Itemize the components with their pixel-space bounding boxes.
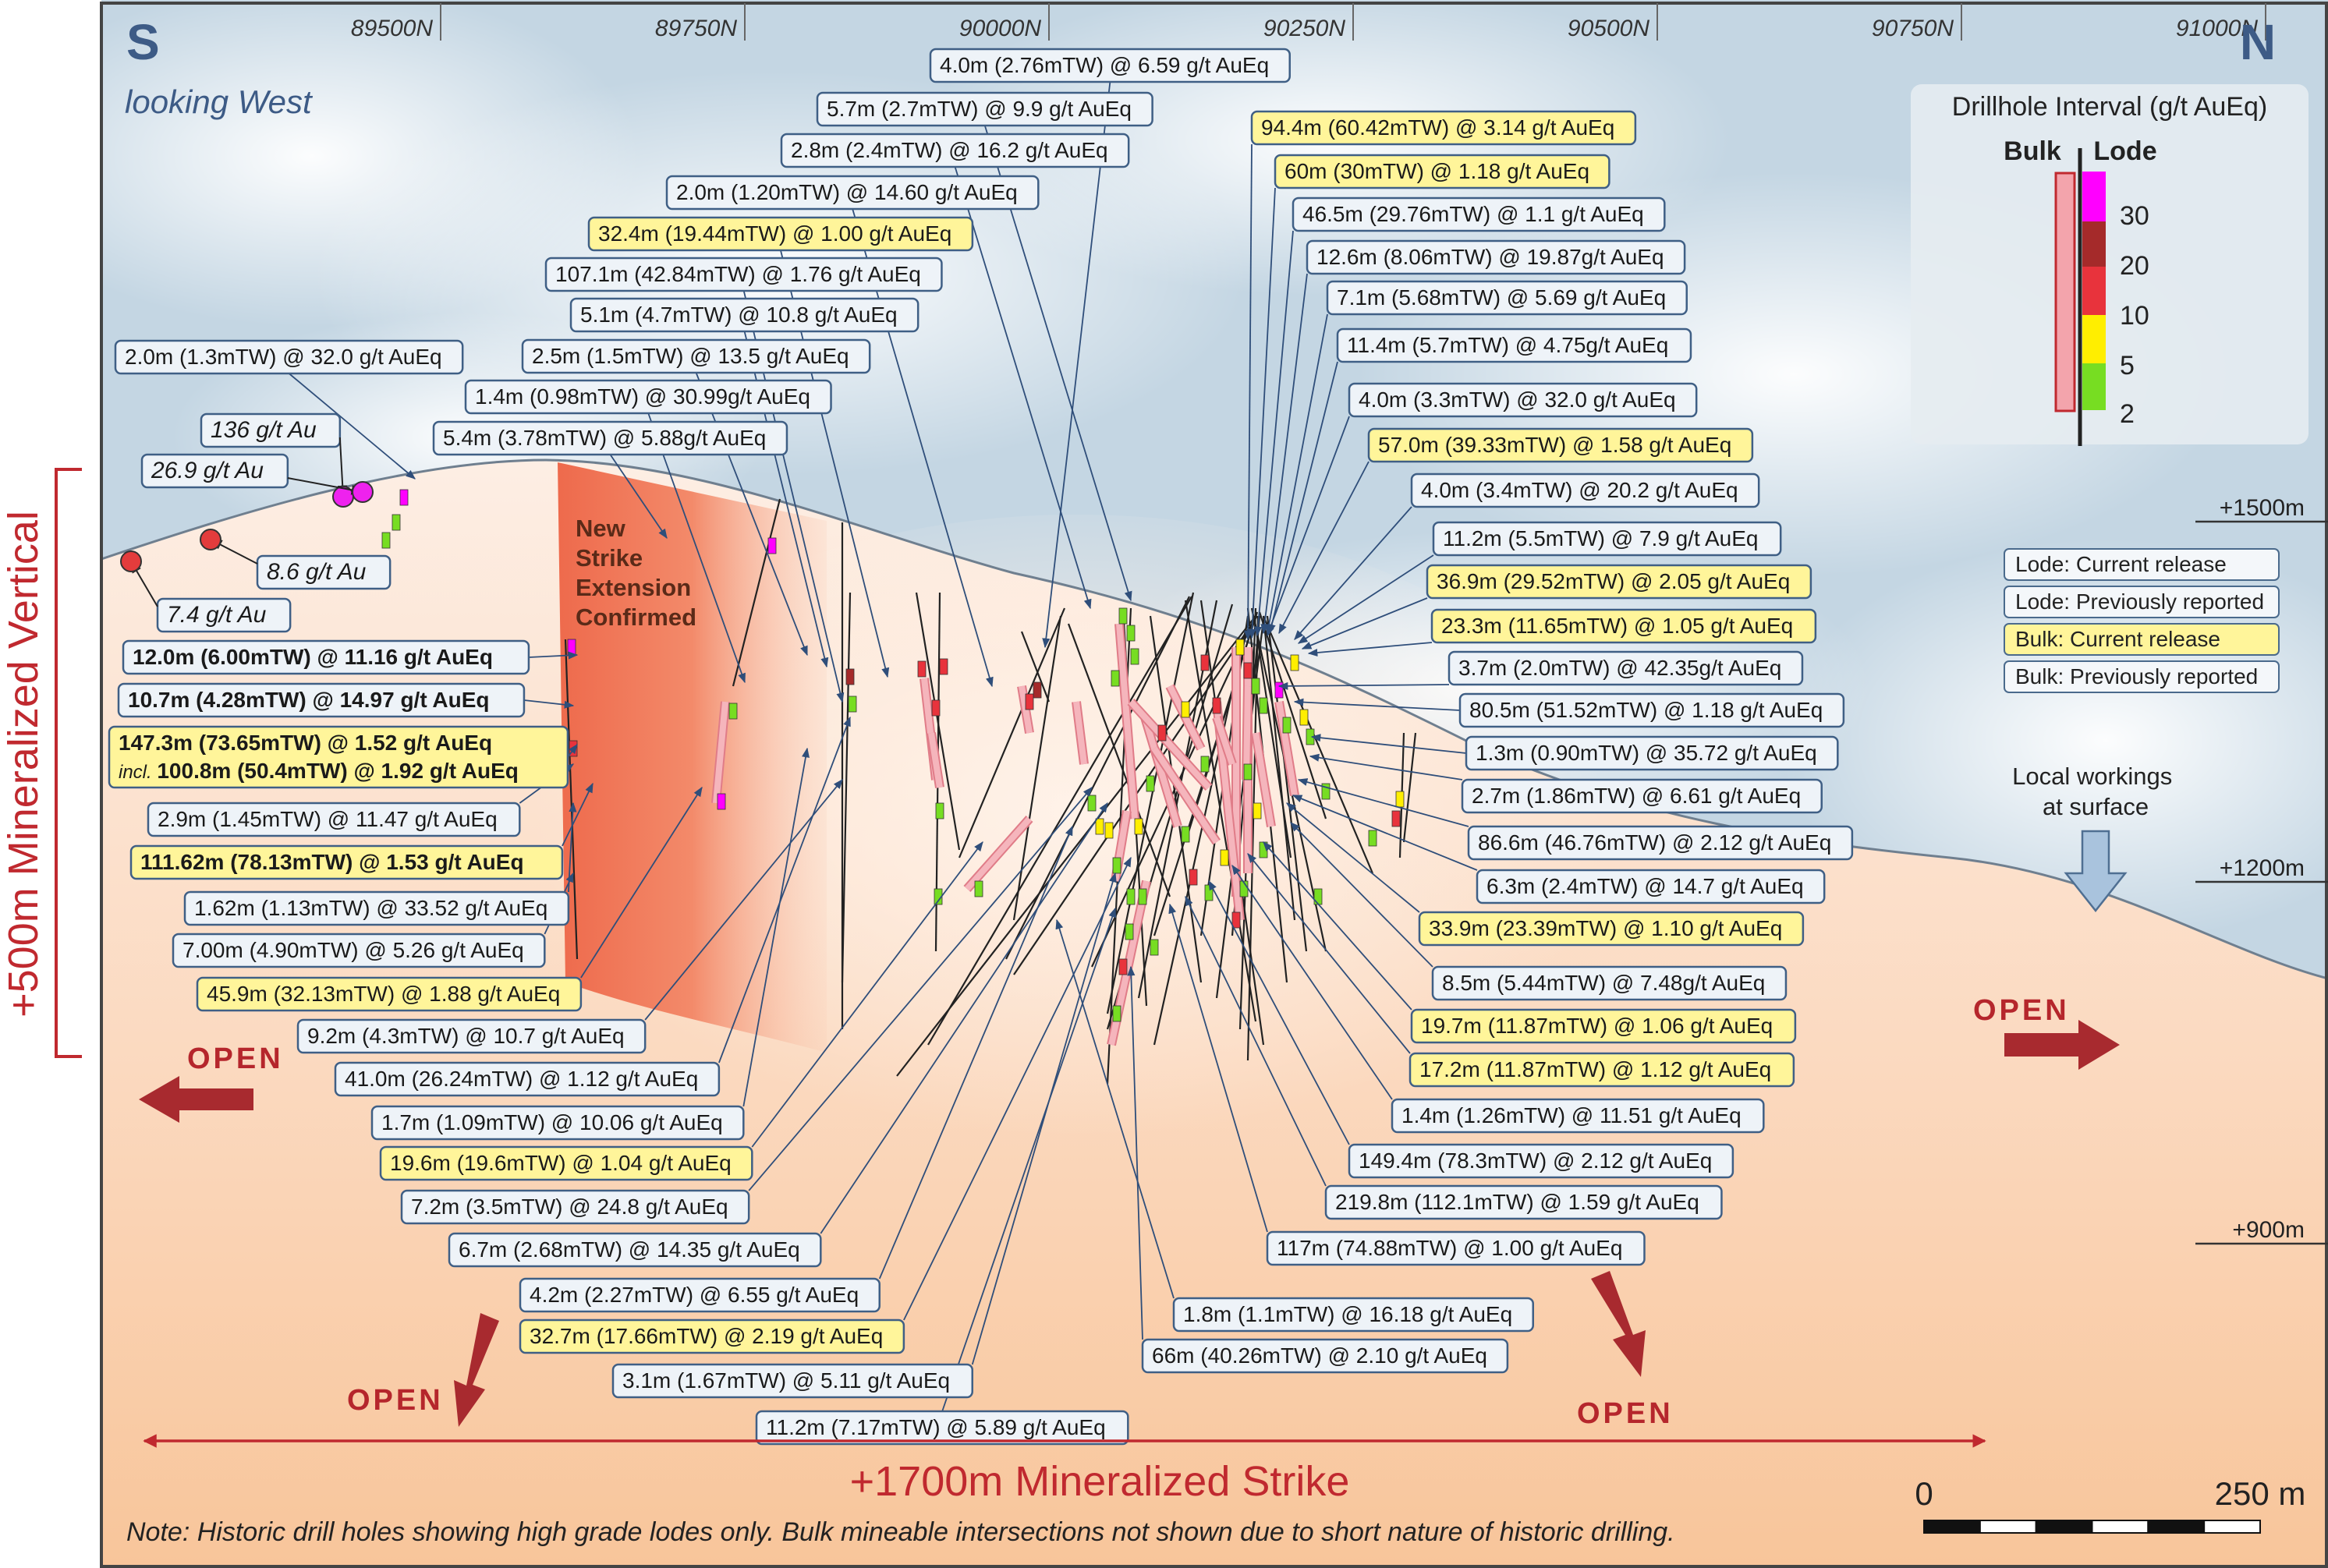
type-legend-label: Bulk: Previously reported <box>2015 664 2259 688</box>
callout-text: 80.5m (51.52mTW) @ 1.18 g/t AuEq <box>1469 698 1823 722</box>
intercept-callout <box>667 176 1038 209</box>
callout-text: 33.9m (23.39mTW) @ 1.10 g/t AuEq <box>1429 916 1783 940</box>
lode-interval <box>1096 819 1104 834</box>
callout-text: 12.0m (6.00mTW) @ 11.16 g/t AuEq <box>133 645 493 669</box>
grade-swatch <box>2082 267 2106 315</box>
lode-interval <box>1300 710 1308 725</box>
lode-interval <box>1131 649 1139 664</box>
lode-interval <box>1275 682 1283 698</box>
intercept-callout <box>1449 652 1802 685</box>
elevation-label: +900m <box>2232 1217 2305 1243</box>
intercept-callout <box>381 1147 752 1180</box>
intercept-callout <box>1326 1186 1721 1219</box>
footnote: Note: Historic drill holes showing high grade lodes only. Bulk mineable intersections not shown due to short nature of historic drilling. <box>126 1517 1675 1547</box>
lode-interval <box>1127 889 1135 904</box>
intercept-callout <box>197 978 581 1011</box>
northing-label: 90000N <box>958 16 1041 41</box>
callout-text: 6.7m (2.68mTW) @ 14.35 g/t AuEq <box>459 1237 800 1262</box>
intercept-callout <box>1307 241 1685 274</box>
scale-segment <box>1980 1520 2036 1533</box>
callout-text: 3.7m (2.0mTW) @ 42.35g/t AuEq <box>1458 656 1782 680</box>
callout-text: 86.6m (46.76mTW) @ 2.12 g/t AuEq <box>1478 830 1832 855</box>
lode-interval <box>940 659 948 674</box>
callout-text: 2.9m (1.45mTW) @ 11.47 g/t AuEq <box>158 807 498 831</box>
grade-swatch <box>2082 315 2106 363</box>
lode-interval <box>1119 959 1127 975</box>
callout-text: 19.7m (11.87mTW) @ 1.06 g/t AuEq <box>1421 1014 1773 1038</box>
lode-interval <box>1253 803 1261 819</box>
grade-value-label: 5 <box>2120 351 2135 380</box>
lode-interval <box>1158 725 1166 741</box>
callout-text: 1.4m (0.98mTW) @ 30.99g/t AuEq <box>475 384 810 409</box>
callout-text: 147.3m (73.65mTW) @ 1.52 g/t AuEq <box>119 731 493 755</box>
callout-subtext: incl. 100.8m (50.4mTW) @ 1.92 g/t AuEq <box>119 759 519 783</box>
lode-interval <box>1105 823 1113 838</box>
intercept-callout <box>434 422 787 455</box>
intercept-callout <box>185 892 569 925</box>
lode-interval <box>1125 924 1133 940</box>
intercept-callout <box>131 846 562 879</box>
elevation-label: +1200m <box>2219 855 2305 881</box>
callout-text: 1.8m (1.1mTW) @ 16.18 g/t AuEq <box>1183 1302 1513 1326</box>
callout-text: 45.9m (32.13mTW) @ 1.88 g/t AuEq <box>207 982 561 1006</box>
grade-swatch <box>2082 363 2106 410</box>
intercept-callout <box>546 258 941 291</box>
south-label: S <box>126 14 160 70</box>
callout-text: 46.5m (29.76mTW) @ 1.1 g/t AuEq <box>1302 202 1644 226</box>
lode-interval <box>1182 702 1189 717</box>
callout-text: 8.5m (5.44mTW) @ 7.48g/t AuEq <box>1442 971 1766 995</box>
grade-value-label: 2 <box>2120 399 2135 429</box>
lode-interval <box>1139 889 1146 904</box>
grade-value-label: 20 <box>2120 251 2149 281</box>
callout-text: 12.6m (8.06mTW) @ 19.87g/t AuEq <box>1316 245 1664 269</box>
north-label: N <box>2239 14 2277 70</box>
intercept-callout <box>115 341 462 373</box>
callout-text: 4.0m (3.4mTW) @ 20.2 g/t AuEq <box>1421 478 1738 502</box>
callout-text: 60m (30mTW) @ 1.18 g/t AuEq <box>1284 159 1590 183</box>
lode-interval <box>1213 698 1221 713</box>
callout-text: 19.6m (19.6mTW) @ 1.04 g/t AuEq <box>390 1151 732 1175</box>
intercept-callout <box>335 1063 719 1095</box>
callout-text: 107.1m (42.84mTW) @ 1.76 g/t AuEq <box>555 262 921 286</box>
lode-interval <box>1314 889 1322 904</box>
callout-text: 11.4m (5.7mTW) @ 4.75g/t AuEq <box>1347 333 1669 357</box>
lode-interval <box>1232 912 1240 928</box>
grade-legend-title: Drillhole Interval (g/t AuEq) <box>1951 92 2268 122</box>
lode-interval <box>1244 663 1252 678</box>
callout-text: 117m (74.88mTW) @ 1.00 g/t AuEq <box>1277 1236 1623 1260</box>
lode-interval <box>1283 717 1291 733</box>
callout-text: 9.2m (4.3mTW) @ 10.7 g/t AuEq <box>307 1024 625 1048</box>
grade-value-label: 30 <box>2120 201 2149 231</box>
callout-text: 111.62m (78.13mTW) @ 1.53 g/t AuEq <box>140 850 524 874</box>
bulk-color-bar <box>2056 173 2075 411</box>
intercept-callout <box>930 49 1290 82</box>
lode-interval <box>1119 608 1127 624</box>
intercept-callout <box>119 684 524 717</box>
sample-point <box>200 529 221 550</box>
lode-interval <box>932 700 940 716</box>
intercept-callout <box>1392 1099 1763 1132</box>
callout-text: 2.5m (1.5mTW) @ 13.5 g/t AuEq <box>532 344 849 368</box>
lode-interval <box>718 794 725 809</box>
sample-label: 26.9 g/t Au <box>151 458 264 483</box>
grade-legend <box>1911 84 2309 446</box>
intercept-callout <box>1267 1232 1644 1265</box>
open-label-southwest: OPEN <box>347 1384 444 1417</box>
lode-interval <box>1113 1006 1121 1021</box>
callout-text: 94.4m (60.42mTW) @ 3.14 g/t AuEq <box>1261 115 1615 140</box>
intercept-callout <box>1349 1145 1733 1177</box>
vertical-extent <box>0 469 82 1057</box>
sample-label: 136 g/t Au <box>211 417 317 443</box>
sample-point <box>121 551 141 572</box>
callout-text: 149.4m (78.3mTW) @ 2.12 g/t AuEq <box>1359 1149 1713 1173</box>
intercept-callout <box>1349 384 1696 416</box>
open-label-east: OPEN <box>1973 994 2070 1027</box>
callout-text: 1.3m (0.90mTW) @ 35.72 g/t AuEq <box>1476 741 1817 765</box>
type-legend-label: Bulk: Current release <box>2015 627 2221 651</box>
intercept-callout <box>589 218 973 250</box>
lode-interval <box>1291 655 1299 671</box>
intercept-callout <box>1412 1010 1795 1042</box>
bulk-column-label: Bulk <box>2004 136 2061 166</box>
northing-label: 89750N <box>654 16 737 41</box>
intercept-callout <box>1412 474 1759 507</box>
callout-text: 7.2m (3.5mTW) @ 24.8 g/t AuEq <box>411 1195 728 1219</box>
lode-interval <box>1221 850 1228 865</box>
lode-interval <box>1201 756 1209 772</box>
lode-column-label: Lode <box>2093 136 2157 166</box>
intercept-callout <box>1466 737 1837 770</box>
lode-interval <box>975 881 983 897</box>
intercept-callout <box>817 93 1153 126</box>
lode-interval <box>1252 678 1260 694</box>
intercept-callout <box>1338 329 1691 362</box>
sample-point <box>353 482 373 502</box>
lode-interval <box>846 669 854 685</box>
callout-text: 2.0m (1.20mTW) @ 14.60 g/t AuEq <box>676 180 1018 204</box>
northing-label: 89500N <box>350 16 433 41</box>
callout-text: 11.2m (5.5mTW) @ 7.9 g/t AuEq <box>1443 526 1759 550</box>
intercept-callout <box>613 1364 973 1397</box>
intercept-callout <box>466 380 831 413</box>
intercept-callout <box>520 1320 904 1353</box>
lode-interval <box>1113 858 1121 873</box>
callout-text: 66m (40.26mTW) @ 2.10 g/t AuEq <box>1152 1343 1487 1368</box>
callout-text: 2.7m (1.86mTW) @ 6.61 g/t AuEq <box>1472 784 1802 808</box>
type-legend-label: Lode: Previously reported <box>2015 589 2265 614</box>
intercept-callout <box>1477 870 1824 903</box>
lode-interval <box>729 703 737 719</box>
lode-interval <box>1369 830 1377 846</box>
scale-zero-label: 0 <box>1915 1475 1933 1512</box>
callout-text: 57.0m (39.33mTW) @ 1.58 g/t AuEq <box>1378 433 1732 457</box>
lode-interval <box>1182 826 1189 842</box>
callout-text: 1.4m (1.26mTW) @ 11.51 g/t AuEq <box>1401 1103 1742 1127</box>
intercept-callout <box>757 1411 1128 1444</box>
callout-text: 6.3m (2.4mTW) @ 14.7 g/t AuEq <box>1486 874 1804 898</box>
callout-text: 1.62m (1.13mTW) @ 33.52 g/t AuEq <box>194 896 548 920</box>
lode-interval <box>1392 811 1400 826</box>
intercept-callout <box>173 934 544 967</box>
northing-label: 90750N <box>1871 16 1954 41</box>
intercept-callout <box>1460 694 1844 727</box>
scale-segment <box>2148 1520 2204 1533</box>
sample-label: 8.6 g/t Au <box>267 559 367 585</box>
intercept-callout <box>523 340 870 373</box>
grade-value-label: 10 <box>2120 301 2149 331</box>
intercept-callout <box>1143 1340 1508 1372</box>
callout-text: 4.0m (2.76mTW) @ 6.59 g/t AuEq <box>940 53 1270 77</box>
callout-text: 1.7m (1.09mTW) @ 10.06 g/t AuEq <box>381 1110 723 1134</box>
intercept-callout <box>1433 967 1786 1000</box>
lode-interval <box>768 538 776 554</box>
new-strike-label: New Strike Extension Confirmed <box>576 515 696 631</box>
sample-label: 7.4 g/t Au <box>167 602 267 628</box>
callout-text: 41.0m (26.24mTW) @ 1.12 g/t AuEq <box>345 1067 699 1091</box>
lode-interval <box>1236 639 1244 655</box>
lode-interval <box>1127 625 1135 641</box>
vertical-extent-label: +500m Mineralized Vertical <box>0 511 47 1018</box>
callout-text: 32.7m (17.66mTW) @ 2.19 g/t AuEq <box>530 1324 884 1348</box>
callout-text: 32.4m (19.44mTW) @ 1.00 g/t AuEq <box>598 221 952 246</box>
lode-interval <box>1146 776 1154 791</box>
elevation-label: +1500m <box>2219 495 2305 521</box>
intercept-callout <box>109 727 568 788</box>
lode-interval <box>936 803 944 819</box>
lode-interval <box>1150 940 1158 955</box>
intercept-callout <box>520 1279 880 1311</box>
northing-label: 90500N <box>1567 16 1649 41</box>
intercept-callout <box>1427 565 1811 598</box>
intercept-callout <box>148 803 519 836</box>
lode-interval <box>1111 671 1119 686</box>
callout-text: 219.8m (112.1mTW) @ 1.59 g/t AuEq <box>1335 1190 1699 1214</box>
lode-interval <box>1244 764 1252 780</box>
type-legend-label: Lode: Current release <box>2015 552 2227 576</box>
lode-interval <box>382 533 390 548</box>
intercept-callout <box>298 1020 645 1053</box>
scale-segment <box>2036 1520 2092 1533</box>
intercept-callout <box>1410 1053 1794 1086</box>
intercept-callout <box>1469 826 1852 859</box>
intercept-callout <box>1174 1298 1533 1331</box>
intercept-callout <box>1432 610 1816 642</box>
lode-interval <box>1026 694 1033 710</box>
callout-text: 4.2m (2.27mTW) @ 6.55 g/t AuEq <box>530 1283 859 1307</box>
intercept-callout <box>1252 111 1635 144</box>
scale-segment <box>2204 1520 2260 1533</box>
callout-text: 10.7m (4.28mTW) @ 14.97 g/t AuEq <box>128 688 490 712</box>
lode-interval <box>1135 819 1143 834</box>
callout-text: 5.1m (4.7mTW) @ 10.8 g/t AuEq <box>580 303 898 327</box>
intercept-callout <box>781 134 1129 167</box>
lode-interval <box>1396 791 1404 807</box>
callout-text: 3.1m (1.67mTW) @ 5.11 g/t AuEq <box>622 1368 951 1393</box>
northing-label: 90250N <box>1263 16 1345 41</box>
lode-interval <box>400 490 408 505</box>
scale-max-label: 250 m <box>2214 1475 2306 1512</box>
callout-text: 5.4m (3.78mTW) @ 5.88g/t AuEq <box>443 426 767 450</box>
callout-text: 2.8m (2.4mTW) @ 16.2 g/t AuEq <box>791 138 1108 162</box>
lode-interval <box>849 696 856 712</box>
local-workings-label: Local workings at surface <box>2012 763 2173 820</box>
open-label-southeast: OPEN <box>1577 1397 1674 1430</box>
intercept-callout <box>1419 912 1803 945</box>
intercept-callout <box>372 1106 743 1139</box>
callout-text: 17.2m (11.87mTW) @ 1.12 g/t AuEq <box>1419 1057 1772 1081</box>
intercept-callout <box>1433 522 1781 555</box>
intercept-callout <box>123 641 529 674</box>
callout-text: 36.9m (29.52mTW) @ 2.05 g/t AuEq <box>1437 569 1791 593</box>
open-label-west: OPEN <box>187 1042 284 1075</box>
intercept-callout <box>1327 281 1687 314</box>
lode-interval <box>1189 869 1197 885</box>
lode-interval <box>1201 655 1209 671</box>
scale-segment <box>2092 1520 2149 1533</box>
intercept-callout <box>1293 198 1664 231</box>
callout-text: 11.2m (7.17mTW) @ 5.89 g/t AuEq <box>766 1415 1106 1439</box>
lode-interval <box>568 639 576 655</box>
callout-text: 2.0m (1.3mTW) @ 32.0 g/t AuEq <box>125 345 442 369</box>
callout-text: 7.1m (5.68mTW) @ 5.69 g/t AuEq <box>1337 285 1667 310</box>
callout-text: 7.00m (4.90mTW) @ 5.26 g/t AuEq <box>182 938 524 962</box>
view-direction-label: looking West <box>125 83 312 120</box>
intercept-callout <box>402 1191 749 1223</box>
grade-swatch <box>2082 221 2106 267</box>
callout-text: 5.7m (2.7mTW) @ 9.9 g/t AuEq <box>827 97 1132 121</box>
callout-text: 4.0m (3.3mTW) @ 32.0 g/t AuEq <box>1359 388 1676 412</box>
grade-swatch <box>2082 172 2106 221</box>
northing-label: 91000N <box>2175 16 2258 41</box>
strike-extent-label: +1700m Mineralized Strike <box>849 1458 1350 1505</box>
intercept-callout <box>449 1234 820 1266</box>
callout-text: 23.3m (11.65mTW) @ 1.05 g/t AuEq <box>1441 614 1794 638</box>
intercept-callout <box>1275 155 1609 188</box>
intercept-callout <box>1462 780 1822 812</box>
lode-interval <box>918 661 926 677</box>
intercept-callout <box>571 299 918 331</box>
lode-interval <box>1088 795 1096 811</box>
lode-interval <box>1260 698 1267 713</box>
scale-segment <box>1924 1520 1980 1533</box>
lode-interval <box>392 515 400 530</box>
lode-interval <box>1033 682 1041 698</box>
intercept-callout <box>1369 429 1752 462</box>
